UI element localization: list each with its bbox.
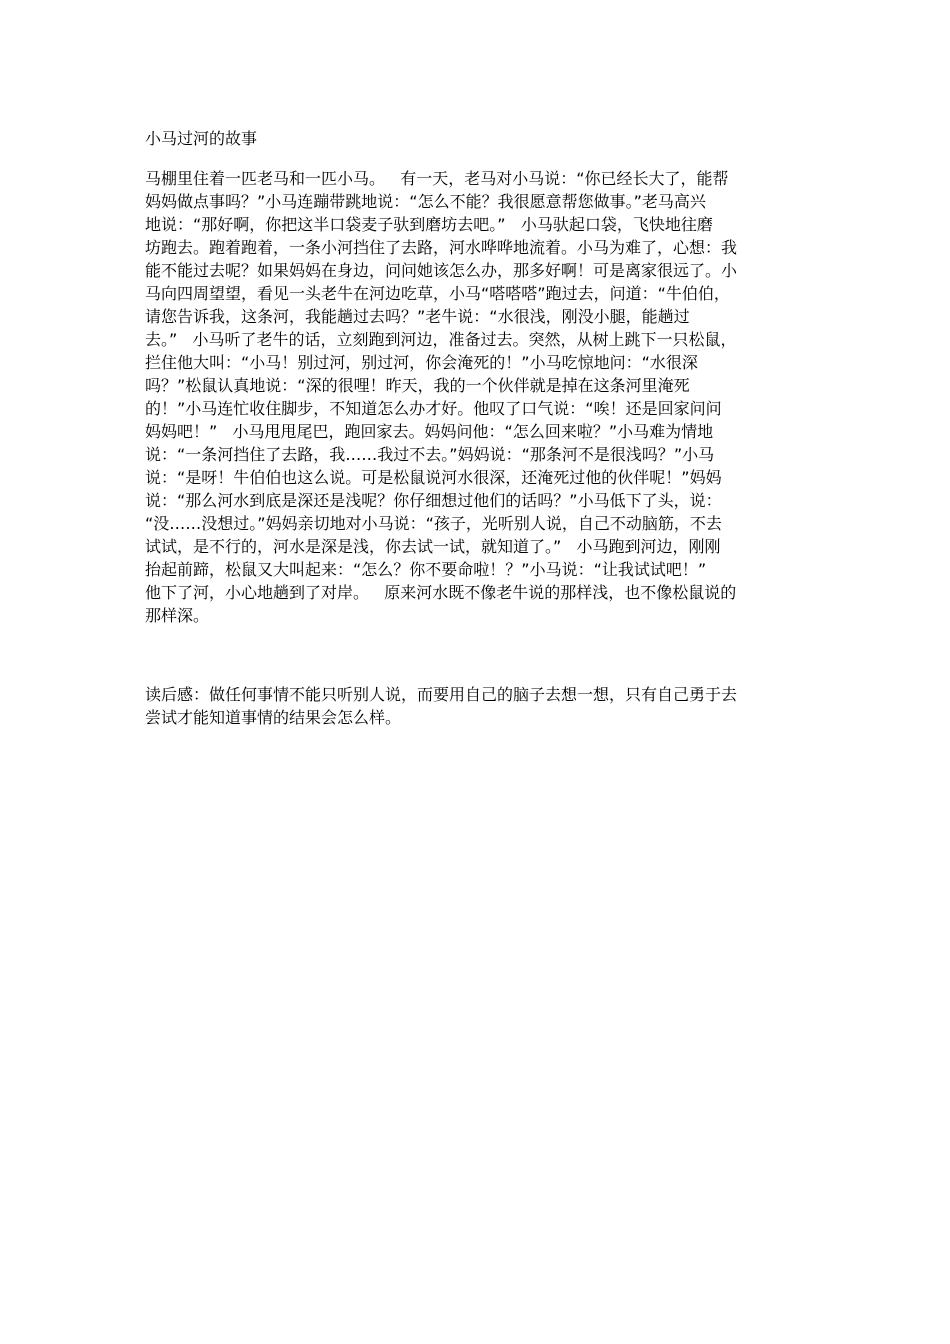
story-line: 他下了河，小心地趟到了对岸。 原来河水既不像老牛说的那样浅，也不像松鼠说的	[145, 583, 737, 602]
story-line: 妈妈吧！” 小马甩甩尾巴，跑回家去。妈妈问他：“怎么回来啦？”小马难为情地	[145, 422, 714, 441]
document-title: 小马过河的故事	[145, 129, 258, 148]
story-line: 马向四周望望，看见一头老牛在河边吃草，小马“嗒嗒嗒”跑过去，问道：“牛伯伯，	[145, 284, 730, 303]
story-line: 拦住他大叫：“小马！别过河，别过河，你会淹死的！”小马吃惊地问：“水很深	[145, 353, 698, 372]
story-body	[145, 167, 805, 627]
story-line: 抬起前蹄，松鼠又大叫起来：“怎么？你不要命啦！？”小马说：“让我试试吧！”	[145, 560, 707, 579]
story-line: 妈妈做点事吗？”小马连蹦带跳地说：“怎么不能？我很愿意帮您做事。”老马高兴	[145, 192, 706, 211]
story-line: 说：“那么河水到底是深还是浅呢？你仔细想过他们的话吗？”小马低下了头，说：	[145, 491, 722, 510]
story-line: 请您告诉我，这条河，我能趟过去吗？”老牛说：“水很浅，刚没小腿，能趟过	[145, 307, 690, 326]
story-line: 那样深。	[145, 606, 210, 625]
story-line: “没……没想过。”妈妈亲切地对小马说：“孩子，光听别人说，自己不动脑筋，不去	[145, 514, 722, 533]
story-line: 说：“一条河挡住了去路，我……我过不去。”妈妈说：“那条河不是很浅吗？”小马	[145, 445, 715, 464]
reflection-line: 尝试才能知道事情的结果会怎么样。	[145, 708, 402, 727]
story-line: 地说：“那好啊，你把这半口袋麦子驮到磨坊去吧。” 小马驮起口袋，飞快地往磨	[145, 215, 713, 234]
story-line: 去。” 小马听了老牛的话，立刻跑到河边，准备过去。突然，从树上跳下一只松鼠，	[145, 330, 737, 349]
story-line: 吗？”松鼠认真地说：“深的很哩！昨天，我的一个伙伴就是掉在这条河里淹死	[145, 376, 690, 395]
reflection-line: 读后感：做任何事情不能只听别人说，而要用自己的脑子去想一想，只有自己勇于去	[145, 685, 738, 704]
story-line: 试试，是不行的，河水是深是浅，你去试一试，就知道了。” 小马跑到河边，刚刚	[145, 537, 721, 556]
story-line: 的！”小马连忙收住脚步，不知道怎么办才好。他叹了口气说：“唉！还是回家问问	[145, 399, 722, 418]
story-line: 坊跑去。跑着跑着，一条小河挡住了去路，河水哗哗地流着。小马为难了，心想：我	[145, 238, 738, 257]
story-line: 马棚里住着一匹老马和一匹小马。 有一天，老马对小马说：“你已经长大了，能帮	[145, 169, 729, 188]
reflection-paragraph	[145, 683, 805, 729]
story-line: 说：“是呀！牛伯伯也这么说。可是松鼠说河水很深，还淹死过他的伙伴呢！”妈妈	[145, 468, 722, 487]
story-line: 能不能过去呢？如果妈妈在身边，问问她该怎么办，那多好啊！可是离家很远了。小	[145, 261, 738, 280]
